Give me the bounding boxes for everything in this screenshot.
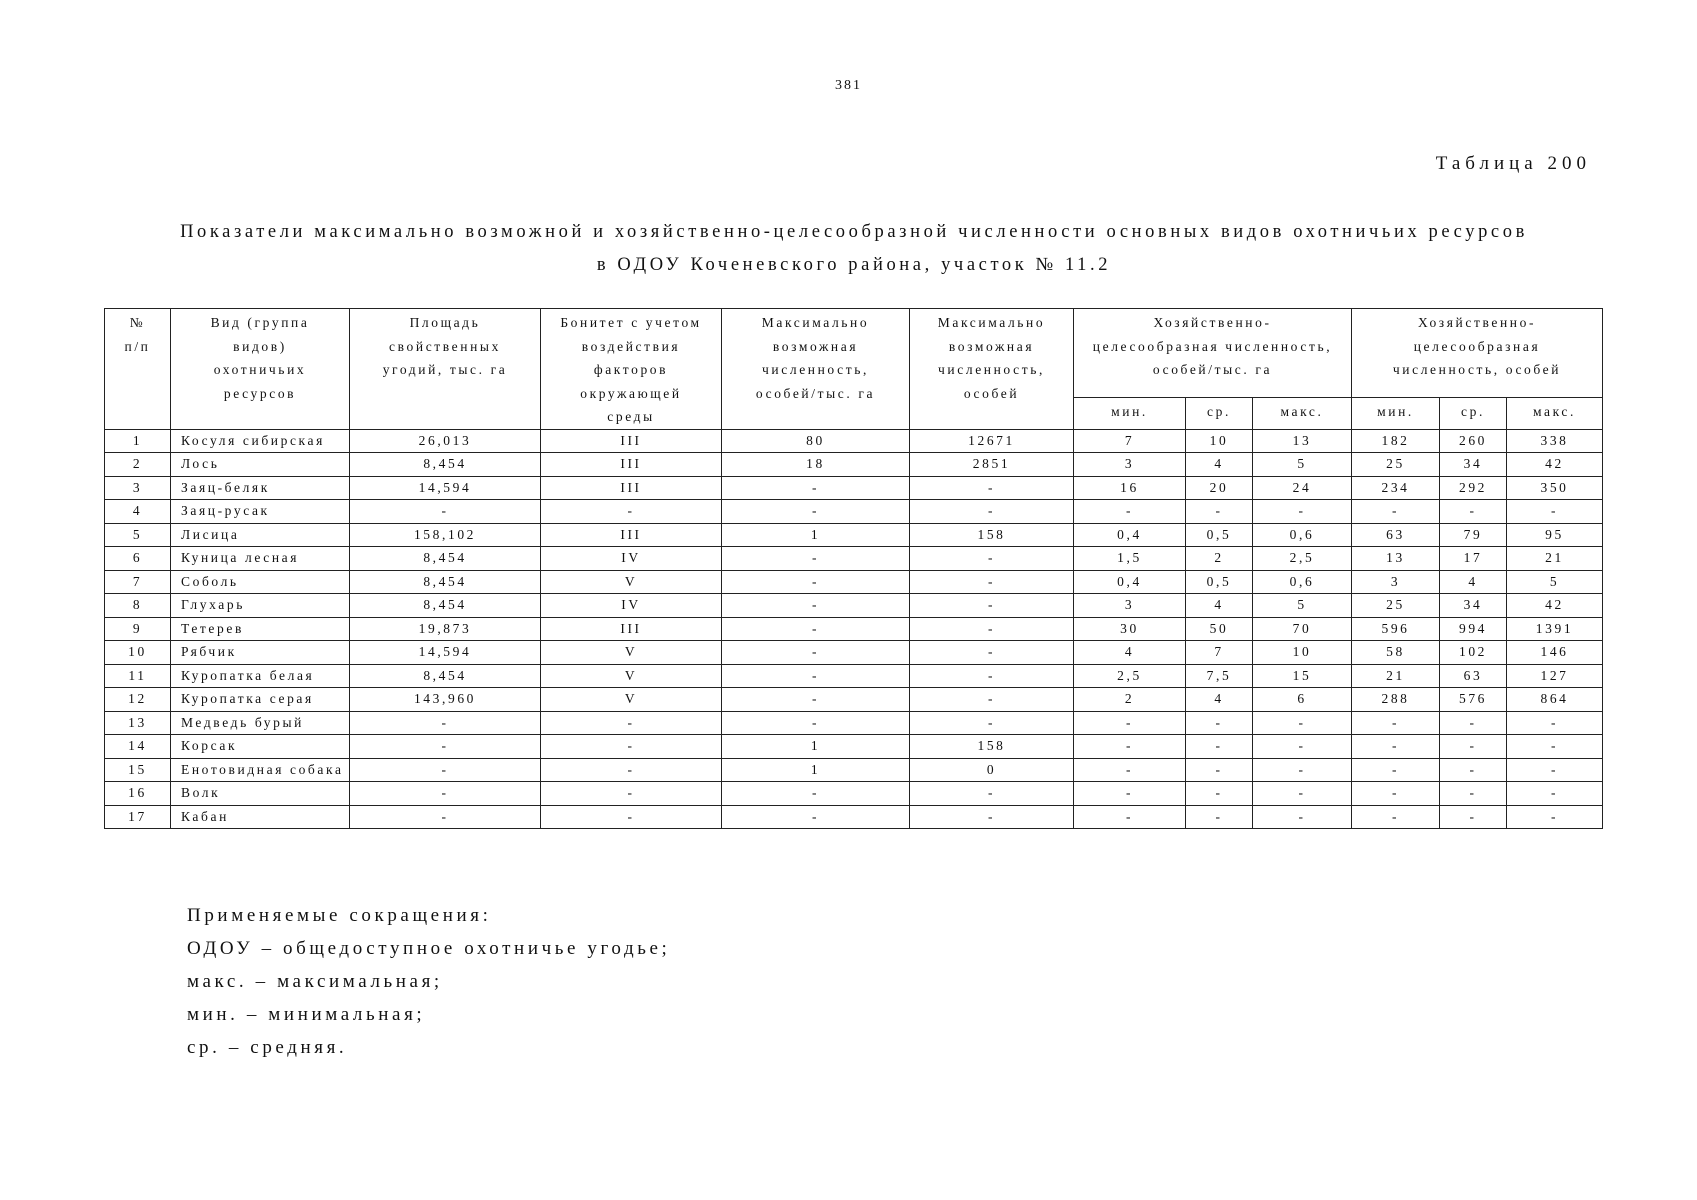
cell-max-count: -	[910, 617, 1074, 641]
header-line: охотничьих	[213, 362, 307, 377]
cell-econ-count-max: -	[1507, 758, 1603, 782]
abbreviation-item: мин. – минимальная;	[187, 1004, 426, 1025]
cell-econ-density-min: 2,5	[1074, 664, 1186, 688]
cell-number: 14	[105, 735, 171, 759]
cell-number: 2	[105, 453, 171, 477]
header-econ-density	[1074, 309, 1352, 398]
cell-econ-density-avg: -	[1186, 500, 1253, 524]
cell-species: Заяц-русак	[171, 500, 350, 524]
table-row	[105, 523, 1603, 547]
cell-econ-density-min: -	[1074, 500, 1186, 524]
cell-econ-density-avg: -	[1186, 735, 1253, 759]
cell-econ-count-avg: 34	[1440, 453, 1507, 477]
cell-econ-count-max: -	[1507, 805, 1603, 829]
cell-species: Лось	[171, 453, 350, 477]
cell-econ-density-avg: 7	[1186, 641, 1253, 665]
cell-econ-density-max: 0,6	[1253, 523, 1352, 547]
cell-max-density: 18	[722, 453, 910, 477]
cell-max-density: -	[722, 617, 910, 641]
cell-econ-density-max: -	[1253, 711, 1352, 735]
table-row	[105, 711, 1603, 735]
header-line: факторов	[593, 362, 669, 377]
cell-area: 8,454	[350, 594, 541, 618]
cell-econ-density-min: -	[1074, 805, 1186, 829]
cell-econ-density-max: -	[1253, 782, 1352, 806]
cell-species: Косуля сибирская	[171, 429, 350, 453]
cell-bonitet: IV	[541, 594, 722, 618]
cell-number: 16	[105, 782, 171, 806]
cell-max-density: -	[722, 664, 910, 688]
cell-max-density: 1	[722, 758, 910, 782]
cell-max-density: -	[722, 476, 910, 500]
cell-max-density: -	[722, 782, 910, 806]
cell-econ-density-min: 1,5	[1074, 547, 1186, 571]
cell-econ-density-max: 15	[1253, 664, 1352, 688]
cell-econ-count-avg: 34	[1440, 594, 1507, 618]
cell-econ-density-avg: -	[1186, 711, 1253, 735]
cell-number: 10	[105, 641, 171, 665]
header-bonitet	[541, 309, 722, 430]
cell-econ-count-max: -	[1507, 782, 1603, 806]
subheader-max: макс.	[1507, 397, 1603, 429]
cell-econ-count-min: 21	[1352, 664, 1440, 688]
cell-econ-count-max: -	[1507, 735, 1603, 759]
cell-econ-count-avg: 4	[1440, 570, 1507, 594]
cell-econ-density-avg: 4	[1186, 453, 1253, 477]
cell-species: Рябчик	[171, 641, 350, 665]
table-row	[105, 641, 1603, 665]
cell-econ-count-max: 42	[1507, 594, 1603, 618]
cell-max-count: -	[910, 500, 1074, 524]
header-line: численность,	[938, 362, 1045, 377]
header-line: Площадь	[409, 315, 481, 330]
cell-econ-density-avg: 50	[1186, 617, 1253, 641]
cell-econ-density-max: 10	[1253, 641, 1352, 665]
cell-species: Куропатка серая	[171, 688, 350, 712]
cell-max-density: -	[722, 500, 910, 524]
cell-area: -	[350, 758, 541, 782]
cell-econ-count-avg: 17	[1440, 547, 1507, 571]
cell-species: Соболь	[171, 570, 350, 594]
cell-number: 4	[105, 500, 171, 524]
header-line: целесообразная	[1413, 338, 1541, 354]
cell-max-density: 80	[722, 429, 910, 453]
cell-econ-count-avg: -	[1440, 782, 1507, 806]
cell-number: 1	[105, 429, 171, 453]
cell-species: Заяц-беляк	[171, 476, 350, 500]
cell-bonitet: -	[541, 500, 722, 524]
table-row	[105, 664, 1603, 688]
cell-econ-density-max: 2,5	[1253, 547, 1352, 571]
cell-max-density: -	[722, 711, 910, 735]
header-line: численность,	[762, 362, 869, 377]
cell-area: -	[350, 500, 541, 524]
cell-number: 9	[105, 617, 171, 641]
header-line: ресурсов	[223, 385, 297, 401]
cell-area: -	[350, 735, 541, 759]
cell-econ-count-min: -	[1352, 500, 1440, 524]
header-line: №	[129, 315, 146, 330]
table-row	[105, 476, 1603, 500]
header-econ-count	[1352, 309, 1603, 398]
cell-bonitet: V	[541, 570, 722, 594]
table-row	[105, 570, 1603, 594]
table-title-line-1: Показатели максимально возможной и хозяйственно-целесообразной численности основных видов охотничьих ресурсов	[180, 222, 1528, 242]
cell-max-density: -	[722, 641, 910, 665]
cell-econ-count-min: 3	[1352, 570, 1440, 594]
cell-econ-density-max: 0,6	[1253, 570, 1352, 594]
header-line: возможная	[772, 338, 859, 354]
cell-econ-density-max: 5	[1253, 594, 1352, 618]
table-row	[105, 453, 1603, 477]
cell-bonitet: IV	[541, 547, 722, 571]
header-line: Максимально	[937, 315, 1046, 330]
cell-area: 143,960	[350, 688, 541, 712]
cell-species: Куропатка белая	[171, 664, 350, 688]
cell-econ-count-max: -	[1507, 500, 1603, 524]
cell-number: 13	[105, 711, 171, 735]
cell-econ-density-max: 24	[1253, 476, 1352, 500]
cell-econ-count-avg: 260	[1440, 429, 1507, 453]
table-row	[105, 735, 1603, 759]
table-row	[105, 805, 1603, 829]
table-label: Таблица 200	[1435, 153, 1591, 174]
cell-econ-density-min: 2	[1074, 688, 1186, 712]
cell-econ-count-avg: 79	[1440, 523, 1507, 547]
cell-econ-density-max: 6	[1253, 688, 1352, 712]
header-line: Бонитет с учетом	[560, 315, 702, 330]
cell-species: Волк	[171, 782, 350, 806]
cell-econ-count-max: 5	[1507, 570, 1603, 594]
cell-econ-count-min: -	[1352, 758, 1440, 782]
cell-area: 8,454	[350, 570, 541, 594]
cell-max-count: 158	[910, 735, 1074, 759]
cell-species: Кабан	[171, 805, 350, 829]
cell-econ-density-max: -	[1253, 758, 1352, 782]
cell-bonitet: -	[541, 735, 722, 759]
cell-max-count: 158	[910, 523, 1074, 547]
cell-bonitet: III	[541, 476, 722, 500]
cell-econ-count-avg: 292	[1440, 476, 1507, 500]
header-line: особей/тыс. га	[755, 385, 876, 401]
cell-area: -	[350, 782, 541, 806]
cell-number: 17	[105, 805, 171, 829]
cell-bonitet: V	[541, 641, 722, 665]
cell-econ-count-min: 182	[1352, 429, 1440, 453]
table-row	[105, 429, 1603, 453]
header-species	[171, 309, 350, 430]
subheader-avg: ср.	[1440, 397, 1507, 429]
table-row	[105, 594, 1603, 618]
abbreviation-item: ср. – средняя.	[187, 1037, 348, 1058]
cell-max-density: -	[722, 688, 910, 712]
cell-econ-count-max: 21	[1507, 547, 1603, 571]
cell-number: 3	[105, 476, 171, 500]
header-number	[105, 309, 171, 430]
table-row	[105, 500, 1603, 524]
cell-econ-density-avg: -	[1186, 758, 1253, 782]
cell-econ-density-min: 0,4	[1074, 570, 1186, 594]
table-title-line-2: в ОДОУ Коченевского района, участок № 11.2	[596, 255, 1112, 275]
cell-area: 158,102	[350, 523, 541, 547]
abbreviation-item: ОДОУ – общедоступное охотничье угодье;	[187, 938, 671, 959]
cell-area: 19,873	[350, 617, 541, 641]
table-row	[105, 547, 1603, 571]
header-line: особей/тыс. га	[1152, 362, 1273, 377]
subheader-min: мин.	[1352, 397, 1440, 429]
cell-econ-density-avg: 7,5	[1186, 664, 1253, 688]
table-body	[105, 429, 1603, 829]
cell-econ-density-avg: 4	[1186, 688, 1253, 712]
cell-species: Медведь бурый	[171, 711, 350, 735]
cell-econ-count-max: 146	[1507, 641, 1603, 665]
cell-econ-density-min: 7	[1074, 429, 1186, 453]
cell-econ-density-min: 30	[1074, 617, 1186, 641]
cell-econ-count-min: 58	[1352, 641, 1440, 665]
cell-econ-count-max: 338	[1507, 429, 1603, 453]
cell-area: 14,594	[350, 641, 541, 665]
cell-econ-count-max: -	[1507, 711, 1603, 735]
cell-econ-count-min: 25	[1352, 453, 1440, 477]
cell-econ-count-avg: 576	[1440, 688, 1507, 712]
cell-econ-density-avg: -	[1186, 782, 1253, 806]
cell-species: Куница лесная	[171, 547, 350, 571]
cell-econ-count-avg: 994	[1440, 617, 1507, 641]
header-line: возможная	[948, 338, 1035, 354]
table-row	[105, 782, 1603, 806]
cell-econ-density-avg: 0,5	[1186, 523, 1253, 547]
cell-area: 8,454	[350, 664, 541, 688]
header-line: среды	[607, 409, 655, 424]
cell-econ-count-min: 13	[1352, 547, 1440, 571]
header-line: видов)	[233, 338, 287, 354]
header-line: угодий, тыс. га	[382, 362, 508, 377]
cell-bonitet: -	[541, 758, 722, 782]
cell-max-count: -	[910, 805, 1074, 829]
cell-species: Корсак	[171, 735, 350, 759]
table-title	[104, 216, 1604, 282]
cell-econ-count-avg: -	[1440, 500, 1507, 524]
header-max-density	[722, 309, 910, 430]
cell-bonitet: III	[541, 523, 722, 547]
hunting-resources-table	[104, 308, 1603, 829]
cell-area: -	[350, 711, 541, 735]
cell-bonitet: -	[541, 782, 722, 806]
abbreviations-heading: Применяемые сокращения:	[187, 905, 492, 926]
cell-max-count: -	[910, 782, 1074, 806]
header-line: Хозяйственно-	[1417, 315, 1537, 330]
cell-bonitet: V	[541, 664, 722, 688]
cell-econ-count-max: 864	[1507, 688, 1603, 712]
cell-max-count: 12671	[910, 429, 1074, 453]
cell-econ-density-avg: -	[1186, 805, 1253, 829]
cell-econ-count-min: 63	[1352, 523, 1440, 547]
cell-max-count: -	[910, 547, 1074, 571]
cell-econ-density-min: -	[1074, 711, 1186, 735]
cell-max-count: 2851	[910, 453, 1074, 477]
header-line: Вид (группа	[210, 315, 310, 330]
cell-max-density: 1	[722, 735, 910, 759]
cell-number: 7	[105, 570, 171, 594]
cell-econ-density-max: -	[1253, 805, 1352, 829]
cell-max-count: 0	[910, 758, 1074, 782]
cell-bonitet: III	[541, 429, 722, 453]
cell-econ-count-max: 1391	[1507, 617, 1603, 641]
cell-bonitet: -	[541, 805, 722, 829]
header-area	[350, 309, 541, 430]
table-row	[105, 758, 1603, 782]
cell-number: 11	[105, 664, 171, 688]
subheader-max: макс.	[1253, 397, 1352, 429]
cell-area: 8,454	[350, 453, 541, 477]
cell-econ-density-avg: 20	[1186, 476, 1253, 500]
cell-number: 12	[105, 688, 171, 712]
subheader-avg: ср.	[1186, 397, 1253, 429]
cell-species: Тетерев	[171, 617, 350, 641]
cell-econ-density-min: 3	[1074, 453, 1186, 477]
cell-number: 8	[105, 594, 171, 618]
cell-max-density: -	[722, 805, 910, 829]
cell-species: Лисица	[171, 523, 350, 547]
cell-bonitet: V	[541, 688, 722, 712]
cell-econ-density-min: 3	[1074, 594, 1186, 618]
table-row	[105, 617, 1603, 641]
cell-species: Глухарь	[171, 594, 350, 618]
header-line: особей	[963, 385, 1020, 401]
cell-econ-density-avg: 10	[1186, 429, 1253, 453]
cell-max-count: -	[910, 570, 1074, 594]
header-line: целесообразная численность,	[1092, 338, 1333, 354]
cell-max-count: -	[910, 476, 1074, 500]
cell-area: -	[350, 805, 541, 829]
header-max-count	[910, 309, 1074, 430]
cell-max-count: -	[910, 688, 1074, 712]
cell-econ-density-max: 5	[1253, 453, 1352, 477]
page-number: 381	[835, 78, 862, 93]
cell-econ-count-max: 127	[1507, 664, 1603, 688]
header-line: п/п	[124, 338, 151, 354]
cell-econ-count-avg: -	[1440, 735, 1507, 759]
header-line: Хозяйственно-	[1153, 315, 1272, 330]
cell-econ-density-avg: 0,5	[1186, 570, 1253, 594]
cell-econ-density-min: 16	[1074, 476, 1186, 500]
cell-area: 26,013	[350, 429, 541, 453]
cell-max-density: -	[722, 547, 910, 571]
cell-number: 15	[105, 758, 171, 782]
cell-econ-count-min: -	[1352, 735, 1440, 759]
cell-econ-density-avg: 2	[1186, 547, 1253, 571]
cell-max-count: -	[910, 711, 1074, 735]
header-line: численность, особей	[1392, 362, 1562, 377]
cell-econ-count-min: -	[1352, 711, 1440, 735]
cell-max-density: 1	[722, 523, 910, 547]
cell-area: 8,454	[350, 547, 541, 571]
cell-econ-count-min: 25	[1352, 594, 1440, 618]
cell-econ-count-min: 234	[1352, 476, 1440, 500]
cell-econ-count-avg: 63	[1440, 664, 1507, 688]
cell-econ-density-min: -	[1074, 758, 1186, 782]
cell-bonitet: III	[541, 453, 722, 477]
cell-max-count: -	[910, 594, 1074, 618]
abbreviation-item: макс. – максимальная;	[187, 971, 443, 992]
cell-max-density: -	[722, 594, 910, 618]
cell-econ-density-min: -	[1074, 735, 1186, 759]
cell-econ-count-max: 350	[1507, 476, 1603, 500]
cell-species: Енотовидная собака	[171, 758, 350, 782]
cell-econ-count-avg: -	[1440, 711, 1507, 735]
cell-econ-density-avg: 4	[1186, 594, 1253, 618]
cell-econ-count-min: -	[1352, 782, 1440, 806]
cell-econ-density-min: 0,4	[1074, 523, 1186, 547]
cell-econ-density-max: -	[1253, 500, 1352, 524]
cell-econ-count-min: 596	[1352, 617, 1440, 641]
table-row	[105, 688, 1603, 712]
cell-max-density: -	[722, 570, 910, 594]
cell-max-count: -	[910, 641, 1074, 665]
cell-bonitet: III	[541, 617, 722, 641]
cell-econ-count-avg: 102	[1440, 641, 1507, 665]
cell-econ-count-min: -	[1352, 805, 1440, 829]
cell-econ-density-max: 70	[1253, 617, 1352, 641]
cell-econ-density-max: -	[1253, 735, 1352, 759]
cell-econ-density-max: 13	[1253, 429, 1352, 453]
cell-econ-count-avg: -	[1440, 758, 1507, 782]
header-line: Максимально	[761, 315, 870, 330]
cell-econ-count-max: 95	[1507, 523, 1603, 547]
abbreviations	[187, 899, 670, 1064]
cell-econ-count-min: 288	[1352, 688, 1440, 712]
cell-econ-count-max: 42	[1507, 453, 1603, 477]
cell-econ-density-min: -	[1074, 782, 1186, 806]
cell-area: 14,594	[350, 476, 541, 500]
header-line: окружающей	[580, 385, 682, 401]
cell-number: 5	[105, 523, 171, 547]
cell-bonitet: -	[541, 711, 722, 735]
cell-econ-count-avg: -	[1440, 805, 1507, 829]
header-line: свойственных	[389, 338, 501, 354]
cell-econ-density-min: 4	[1074, 641, 1186, 665]
cell-max-count: -	[910, 664, 1074, 688]
subheader-min: мин.	[1074, 397, 1186, 429]
cell-number: 6	[105, 547, 171, 571]
header-line: воздействия	[581, 338, 681, 354]
